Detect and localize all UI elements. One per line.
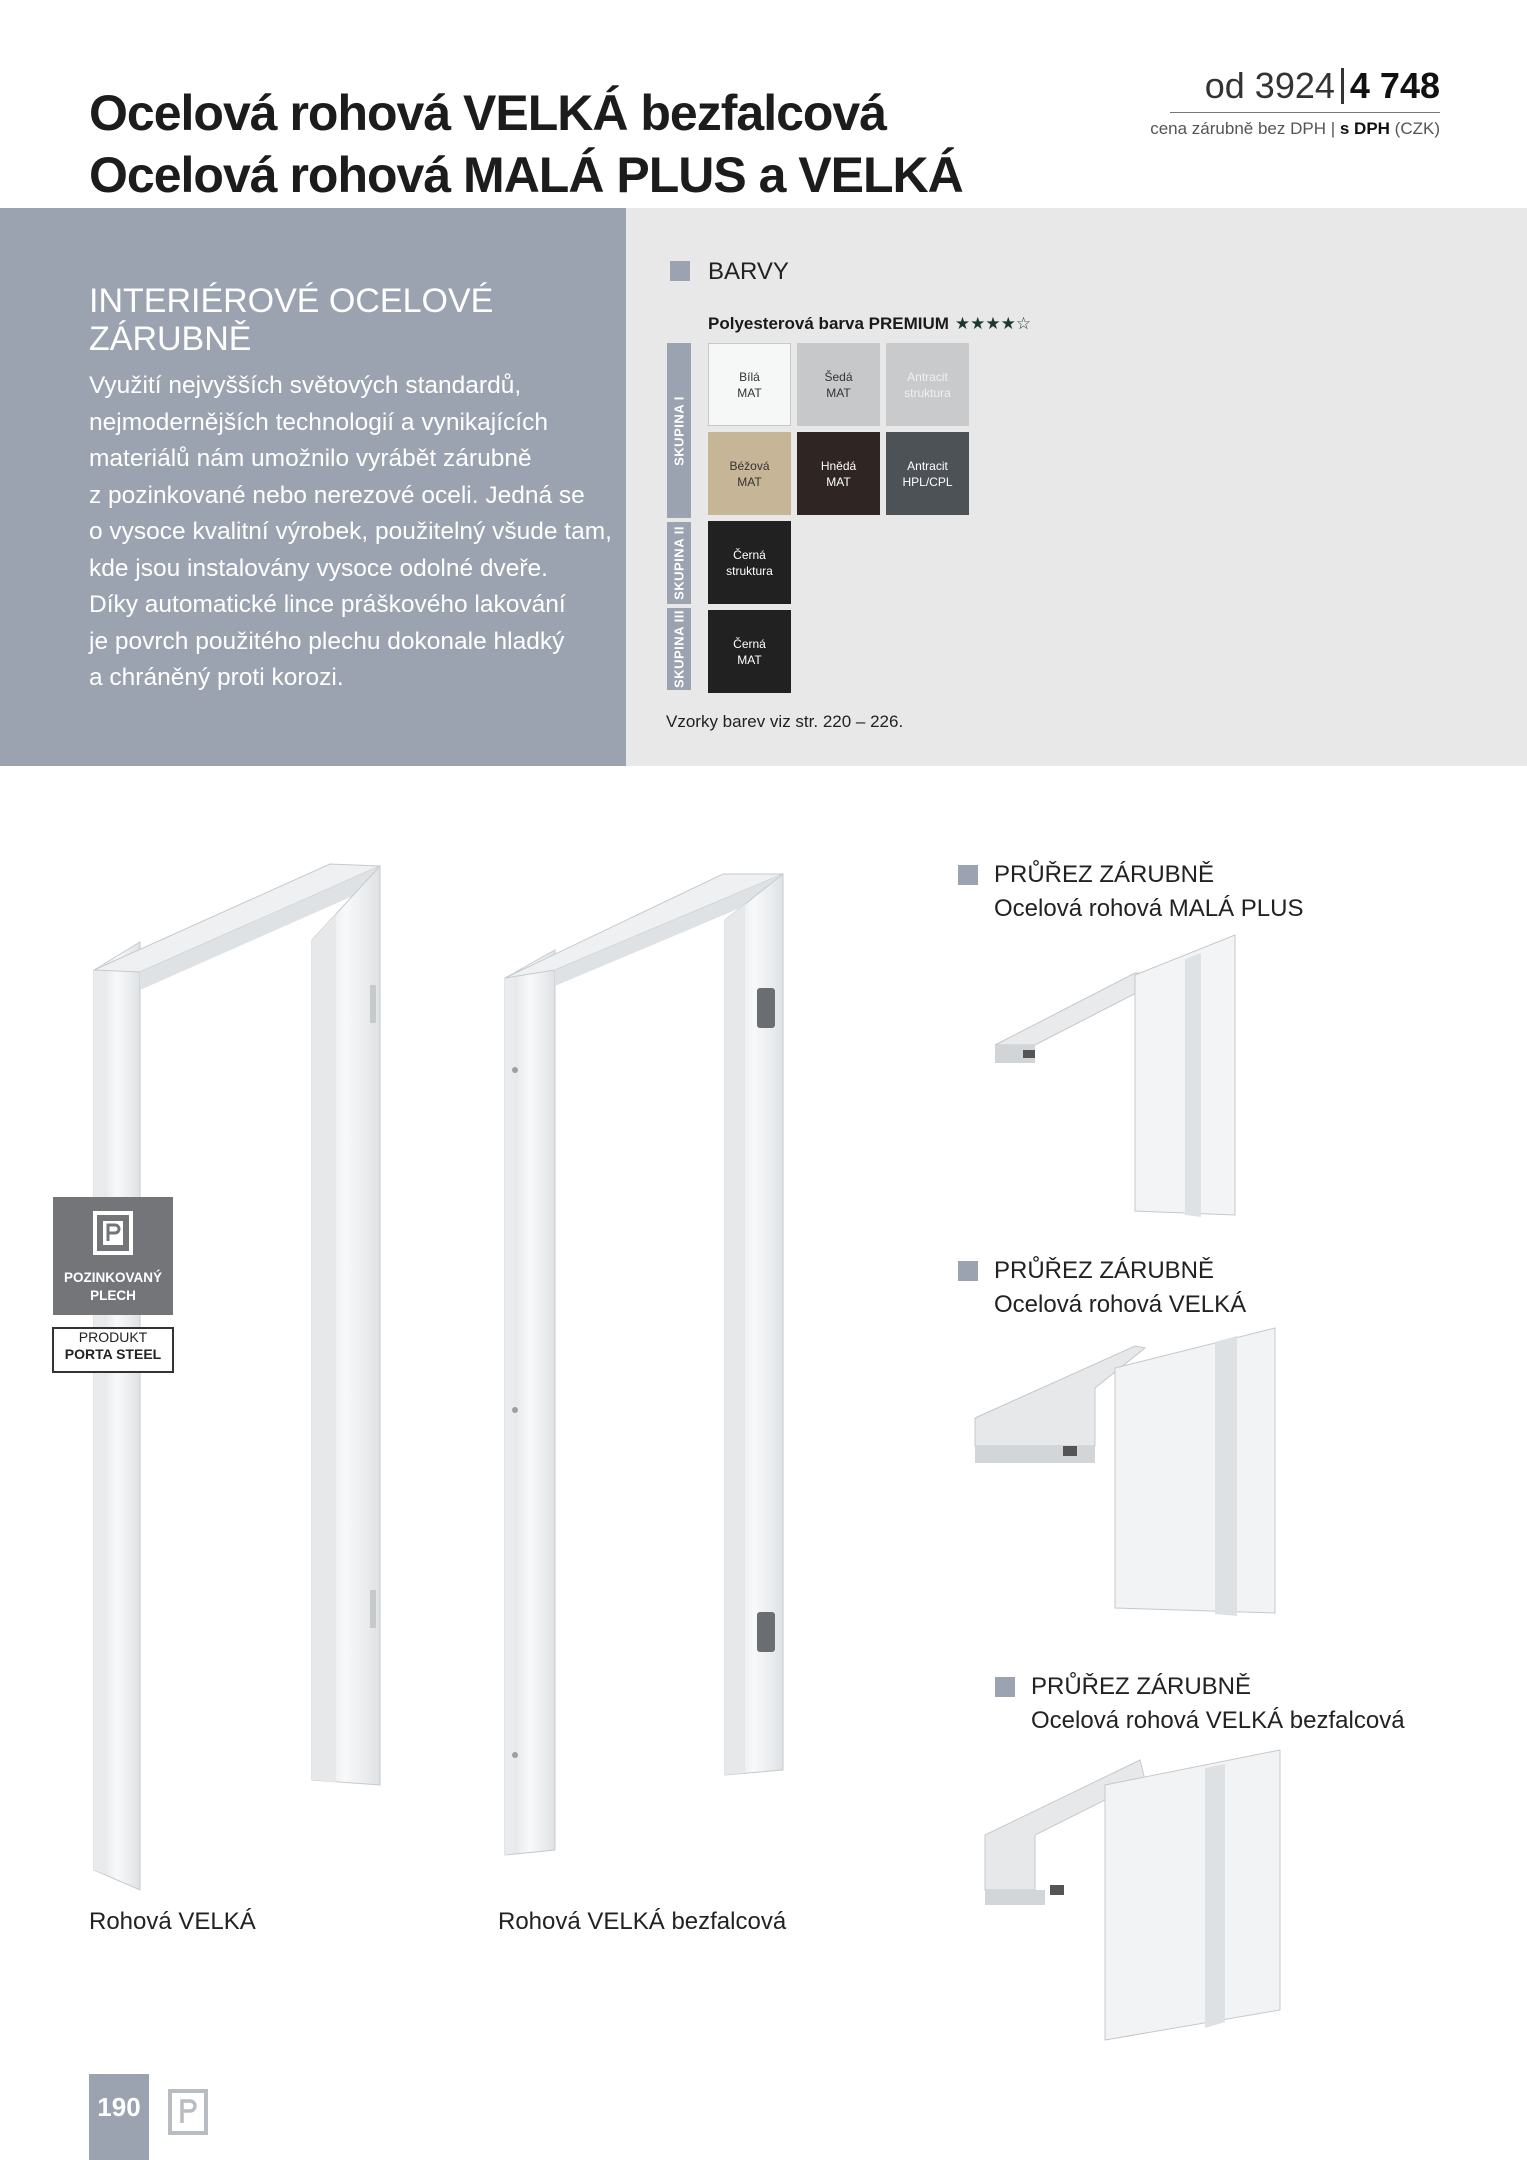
section-title: PRŮŘEZ ZÁRUBNĚ (1031, 1673, 1252, 1700)
rating-stars-icon: ★★★★☆ (954, 314, 1032, 333)
page-number: 190 (97, 2092, 141, 2122)
intro-line: Díky automatické lince práškového lakování (89, 591, 566, 618)
intro-line: materiálů nám umožnilo vyrábět zárubně (89, 445, 532, 472)
group-label-text: SKUPINA I (671, 395, 687, 466)
color-samples-note: Vzorky barev viz str. 220 – 226. (666, 712, 904, 731)
swatch-label: Bílá MAT (737, 369, 762, 400)
square-bullet-icon (958, 1261, 978, 1281)
price-line (1150, 64, 1440, 108)
price-without-vat: od 3924 (1204, 65, 1335, 106)
swatch-label: Šedá MAT (824, 369, 853, 400)
group-label-1 (667, 343, 691, 518)
intro-line: a chráněný proti korozi. (89, 664, 344, 691)
section-subtitle: Ocelová rohová MALÁ PLUS (994, 895, 1304, 922)
swatch-white (708, 343, 791, 426)
paint-label (708, 314, 1031, 334)
galvanized-sheet-badge (53, 1197, 173, 1315)
intro-line: o vysoce kvalitní výrobek, použitelný všude tam, (89, 518, 612, 545)
square-bullet-icon (995, 1677, 1015, 1697)
page-title-line-1: Ocelová rohová VELKÁ bezfalcová (89, 85, 887, 141)
section-subtitle: Ocelová rohová VELKÁ bezfalcová (1031, 1707, 1405, 1734)
price-note (1150, 119, 1440, 139)
group-label-text: SKUPINA III (671, 610, 687, 688)
price-note-suffix: (CZK) (1394, 119, 1440, 138)
swatch-brown (797, 432, 880, 515)
section-title: PRŮŘEZ ZÁRUBNĚ (994, 861, 1215, 888)
intro-line: z pozinkované nebo nerezové oceli. Jedná se (89, 481, 585, 509)
section-title: PRŮŘEZ ZÁRUBNĚ (994, 1257, 1215, 1284)
profile-mala-plus-illustration (995, 935, 1245, 1225)
price-with-vat: 4 748 (1349, 65, 1440, 106)
porta-logo-icon (168, 2089, 208, 2135)
swatch-anthracite-structure (886, 343, 969, 426)
section-subtitle: Ocelová rohová VELKÁ (994, 1291, 1247, 1318)
group-label-2 (667, 522, 691, 604)
price-note-bold: s DPH (1339, 119, 1390, 138)
price-separator (1341, 68, 1344, 104)
page-title-line-2: Ocelová rohová MALÁ PLUS a VELKÁ (89, 147, 963, 203)
galvanized-sheet-label (53, 1269, 173, 1305)
porta-logo-icon (93, 1211, 133, 1255)
swatch-black-mat (708, 610, 791, 693)
intro-heading-line: ZÁRUBNĚ (89, 320, 252, 358)
square-bullet-icon (670, 261, 690, 281)
frame-velka-illustration (80, 850, 400, 1900)
intro-heading (89, 282, 609, 358)
price-box (1150, 64, 1440, 139)
swatch-label: Béžová MAT (729, 458, 770, 489)
frame-velka-bezfalcova-illustration (495, 860, 805, 1860)
intro-heading-line: INTERIÉROVÉ OCELOVÉ (89, 282, 494, 320)
price-note-prefix: cena zárubně bez DPH | (1150, 119, 1336, 138)
colors-heading (670, 258, 789, 286)
swatch-label: Hnědá MAT (820, 458, 857, 489)
group-label-text: SKUPINA II (671, 526, 687, 600)
intro-line: Využití nejvyšších světových standardů, (89, 372, 522, 399)
swatch-grey (797, 343, 880, 426)
caption-rohova-velka: Rohová VELKÁ (89, 1908, 256, 1935)
section-velka-bezfalcova (995, 1670, 1405, 1738)
badge-line: PRODUKT (78, 1329, 148, 1345)
swatch-label: Černá MAT (733, 636, 766, 667)
page-title (89, 82, 963, 206)
swatch-label: Černá struktura (726, 547, 773, 578)
product-badge (52, 1327, 174, 1373)
caption-rohova-velka-bezfalcova: Rohová VELKÁ bezfalcová (498, 1908, 787, 1935)
badge-line: PLECH (90, 1288, 136, 1303)
intro-text (89, 368, 629, 697)
intro-line: je povrch použitého plechu dokonale hladký (89, 627, 565, 655)
colors-heading-text: BARVY (708, 258, 789, 285)
profile-velka-bezfalcova-illustration (985, 1750, 1285, 2040)
section-velka (958, 1254, 1246, 1322)
page-number-box (89, 2074, 149, 2160)
section-mala-plus (958, 858, 1303, 926)
swatch-black-structure (708, 521, 791, 604)
swatch-anthracite-hpl (886, 432, 969, 515)
profile-velka-illustration (975, 1328, 1275, 1618)
group-label-3 (667, 608, 691, 690)
intro-line: kde jsou instalovány vysoce odolné dveře. (89, 554, 548, 582)
square-bullet-icon (958, 865, 978, 885)
intro-line: nejmodernějších technologií a vynikajících (89, 408, 548, 436)
badge-line: POZINKOVANÝ (63, 1270, 162, 1285)
paint-label-text: Polyesterová barva PREMIUM (708, 314, 949, 333)
swatch-label: Antracit HPL/CPL (902, 458, 953, 489)
price-rule (1170, 112, 1440, 113)
badge-line: PORTA STEEL (64, 1346, 162, 1362)
swatch-label: Antracit struktura (904, 369, 951, 400)
swatch-beige (708, 432, 791, 515)
